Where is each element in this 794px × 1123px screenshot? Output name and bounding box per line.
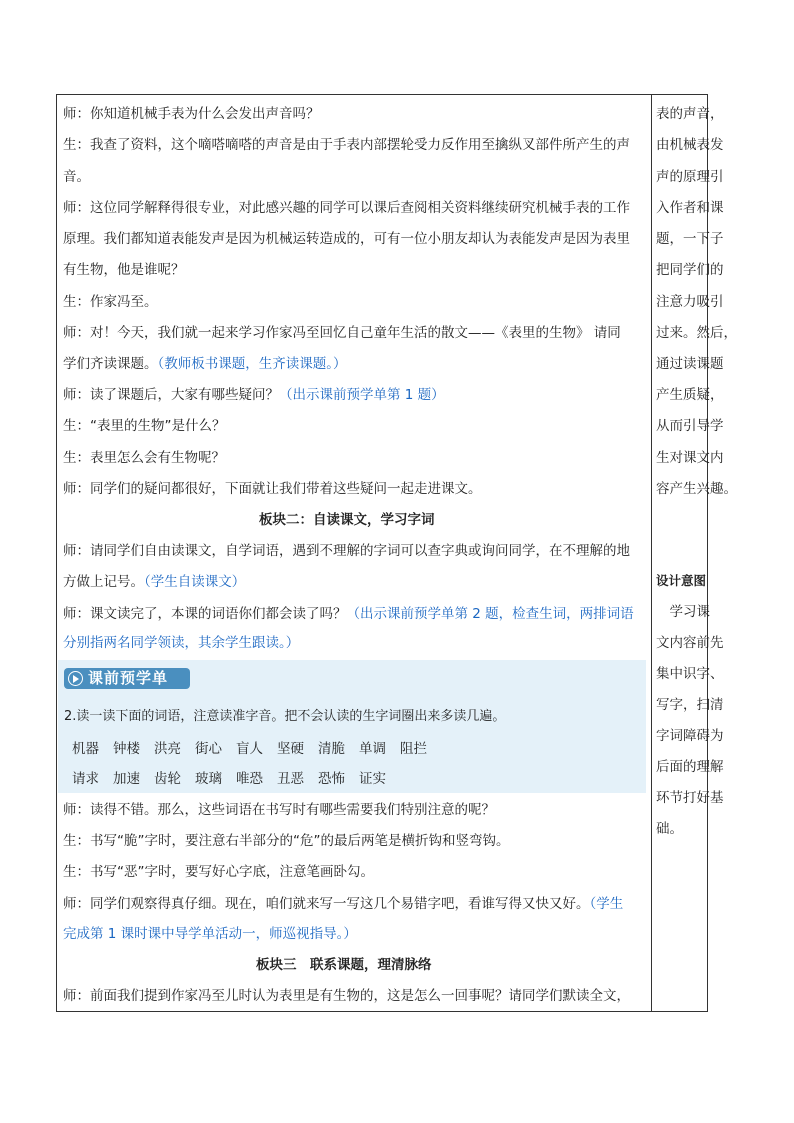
word-row-2 [72, 767, 400, 787]
vocab-word: 丑恶 [277, 771, 304, 787]
side-note-line: 入作者和课 [656, 200, 724, 216]
vocab-word: 恐怖 [318, 771, 345, 787]
dialogue-line: 师：读得不错。那么，这些词语在书写时有哪些需要我们特别注意的呢？ [63, 802, 495, 818]
side-note-line: 础。 [656, 821, 683, 837]
vocab-word: 机器 [72, 741, 99, 757]
side-note-line: 从而引导学 [656, 418, 724, 434]
side-note-line: 表的声音， [656, 106, 724, 122]
vocab-word: 证实 [359, 771, 386, 787]
vocab-word: 街心 [195, 741, 222, 757]
section-heading-3: 板块三 联系课题，理清脉络 [256, 957, 432, 973]
vocab-word: 坚硬 [277, 741, 304, 757]
dialogue-line: 生：书写“脆”字时，要注意右半部分的“危”的最后两笔是横折钩和竖弯钩。 [63, 833, 510, 849]
side-note-line: 通过读课题 [656, 356, 724, 372]
side-note-line: 题，一下子 [656, 231, 724, 247]
vocab-word: 洪亮 [154, 741, 181, 757]
preview-sheet-badge [64, 668, 190, 689]
side-note-line: 写字，扫清 [656, 697, 724, 713]
side-note-line: 产生质疑， [656, 387, 724, 403]
side-note-line: 过来。然后， [656, 325, 737, 341]
dialogue-line: 有生物，他是谁呢？ [63, 262, 185, 278]
vocab-word: 唯恐 [236, 771, 263, 787]
dialogue-line: 方做上记号。（学生自读课文） [63, 574, 246, 590]
side-note-line: 声的原理引 [656, 169, 724, 185]
side-note-line: 集中识字、 [656, 666, 724, 682]
dialogue-line: 生：作家冯至。 [63, 294, 158, 310]
dialogue-line: 音。 [63, 169, 90, 185]
dialogue-line: 生：表里怎么会有生物呢？ [63, 450, 225, 466]
vocab-word: 齿轮 [154, 771, 181, 787]
side-note-line: 学习课 [656, 604, 710, 620]
dialogue-line: 生：“表里的生物”是什么？ [63, 418, 226, 434]
dialogue-line: 师：你知道机械手表为什么会发出声音吗？ [63, 106, 320, 122]
vocab-word: 阻拦 [400, 741, 427, 757]
preview-sheet-title: 课前预学单 [88, 669, 169, 687]
design-intent-heading: 设计意图 [656, 573, 707, 588]
side-note-line: 文内容前先 [656, 635, 724, 651]
dialogue-line: 师：同学们观察得真仔细。现在，咱们就来写一写这几个易错字吧，看谁写得又快又好。（学生 [63, 896, 624, 912]
design-intent-column [652, 95, 737, 1011]
preview-sheet-box [58, 660, 646, 793]
dialogue-line: 师：课文读完了，本课的词语你们都会读了吗？（出示课前预学单第 2 题，检查生词，两排词语 [63, 606, 634, 622]
dialogue-line: 师：同学们的疑问都很好，下面就让我们带着这些疑问一起走进课文。 [63, 481, 482, 497]
dialogue-line: 完成第 1 课时课中导学单活动一，师巡视指导。） [63, 926, 357, 942]
dialogue-line: 师：对！今天，我们就一起来学习作家冯至回忆自己童年生活的散文——《表里的生物》 请同 [63, 325, 621, 341]
dialogue-line: 师：请同学们自由读课文，自学词语，遇到不理解的字词可以查字典或询问同学，在不理解的地 [63, 543, 630, 559]
vocab-word: 盲人 [236, 741, 263, 757]
dialogue-line: 原理。我们都知道表能发声是因为机械运转造成的，可有一位小朋友却认为表能发声是因为表里 [63, 231, 630, 247]
dialogue-line: 分别指两名同学领读，其余学生跟读。） [63, 635, 300, 651]
dialogue-line: 生：我查了资料，这个嘀嗒嘀嗒的声音是由于手表内部摆轮受力反作用至擒纵叉部件所产生的声 [63, 137, 630, 153]
vocab-word: 清脆 [318, 741, 345, 757]
vocab-word: 请求 [72, 771, 99, 787]
side-note-line: 后面的理解 [656, 759, 724, 775]
dialogue-line: 师：前面我们提到作家冯至儿时认为表里是有生物的，这是怎么一回事呢？请同学们默读全文， [63, 988, 630, 1004]
dialogue-line: 师：读了课题后，大家有哪些疑问？（出示课前预学单第 1 题） [63, 387, 445, 403]
vocab-word: 玻璃 [195, 771, 222, 787]
side-note-line: 字词障碍为 [656, 728, 724, 744]
vocab-word: 钟楼 [113, 741, 140, 757]
side-note-line: 生对课文内 [656, 450, 724, 466]
dialogue-line: 生：书写“恶”字时，要写好心字底，注意笔画卧勾。 [63, 864, 374, 880]
dialogue-line: 学们齐读课题。（教师板书课题，生齐读课题。） [63, 356, 347, 372]
lesson-table [56, 94, 737, 1012]
section-heading-2: 板块二：自读课文，学习字词 [259, 512, 435, 528]
preview-question: 2.读一读下面的词语，注意读准字音。把不会认读的生字词圈出来多读几遍。 [64, 709, 506, 724]
play-circle-icon [68, 671, 83, 686]
side-note-line: 由机械表发 [656, 137, 724, 153]
dialogue-line: 师：这位同学解释得很专业，对此感兴趣的同学可以课后查阅相关资料继续研究机械手表的工作 [63, 200, 630, 216]
word-row-1 [72, 737, 441, 757]
vocab-word: 加速 [113, 771, 140, 787]
side-note-line: 环节打好基 [656, 790, 724, 806]
lesson-main-column [57, 95, 651, 1011]
side-note-line: 容产生兴趣。 [656, 481, 737, 497]
side-note-line: 注意力吸引 [656, 294, 724, 310]
side-note-line: 把同学们的 [656, 262, 724, 278]
vocab-word: 单调 [359, 741, 386, 757]
